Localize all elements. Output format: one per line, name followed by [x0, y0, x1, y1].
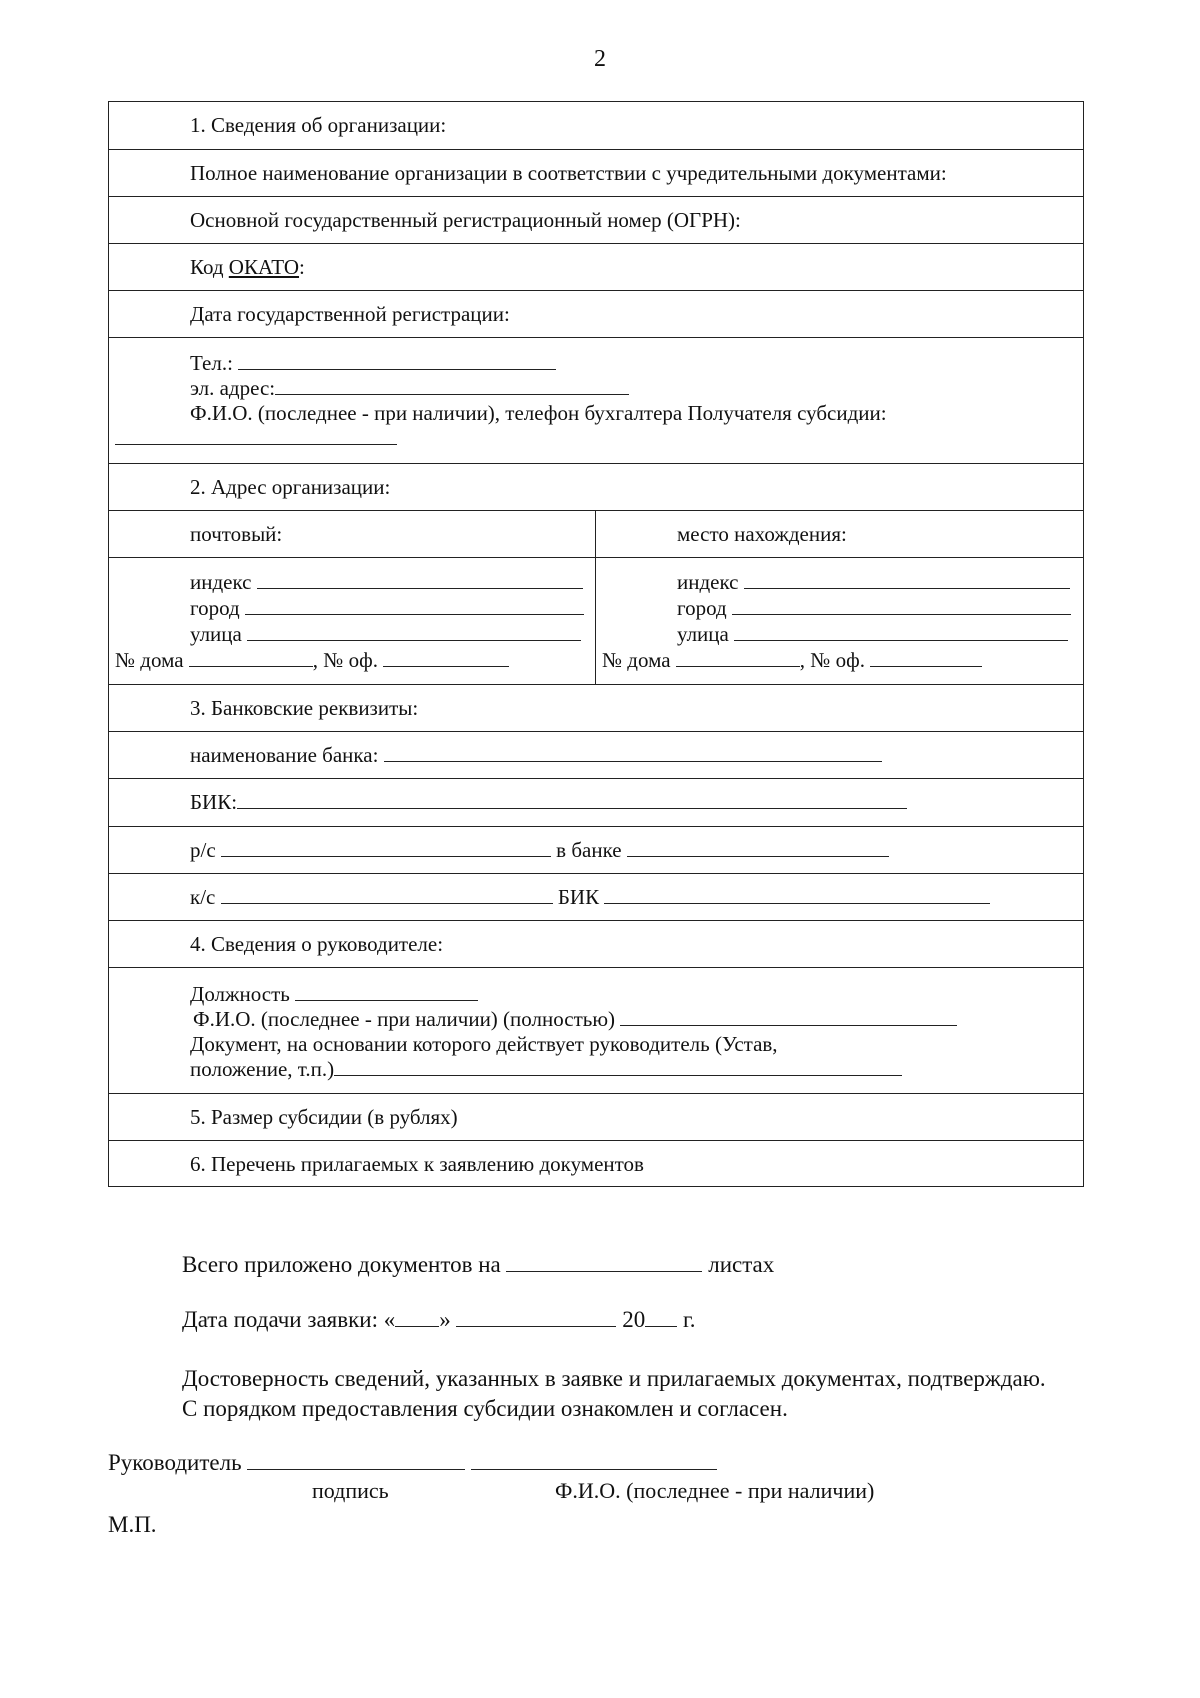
postal-index-line	[190, 570, 583, 595]
confirm-line-2: С порядком предоставления субсидии ознакомлен и согласен.	[182, 1396, 788, 1421]
head-info-row	[109, 967, 1083, 1093]
date-year-field[interactable]	[645, 1308, 677, 1327]
section-4-title-row	[109, 920, 1083, 967]
bik-field[interactable]	[237, 790, 907, 809]
postal-house-line	[115, 648, 509, 673]
section-3-title-row	[109, 684, 1083, 731]
location-city-field[interactable]	[732, 596, 1071, 615]
date-g: г.	[682, 1307, 696, 1332]
head-document-field[interactable]	[334, 1057, 902, 1076]
location-label: место нахождения:	[677, 522, 847, 546]
accountant-label: Ф.И.О. (последнее - при наличии), телефон бухгалтера Получателя субсидии:	[190, 401, 887, 425]
total-docs-prefix: Всего приложено документов на	[182, 1252, 501, 1277]
date-year-prefix: 20	[622, 1307, 646, 1332]
date-month-field[interactable]	[456, 1308, 616, 1327]
location-office-label: , № оф.	[799, 648, 865, 672]
in-bank-label: в банке	[556, 838, 622, 862]
postal-label: почтовый:	[190, 522, 283, 546]
rs-field[interactable]	[221, 838, 551, 857]
phone-line	[190, 351, 556, 376]
location-address-cell	[596, 558, 1083, 684]
rs-line	[190, 838, 889, 863]
position-field[interactable]	[295, 982, 478, 1001]
postal-street-field[interactable]	[247, 622, 581, 641]
email-label: эл. адрес:	[190, 376, 276, 400]
accountant-field[interactable]	[115, 426, 397, 445]
total-docs-line	[182, 1252, 774, 1278]
bank-name-label: наименование банка:	[190, 743, 379, 767]
postal-city-field[interactable]	[245, 596, 584, 615]
section-2-title-row	[109, 463, 1083, 510]
date-day-field[interactable]	[395, 1308, 439, 1327]
date-quote-close: »	[439, 1307, 451, 1332]
bik2-label: БИК	[557, 885, 600, 909]
location-city-label: город	[677, 596, 727, 620]
okato-row	[109, 243, 1083, 290]
address-fields-row	[109, 557, 1083, 684]
location-index-label: индекс	[677, 570, 739, 594]
okato-link[interactable]: ОКАТО	[228, 255, 300, 279]
postal-address-cell	[109, 558, 596, 684]
section-4-title: 4. Сведения о руководителе:	[190, 932, 444, 956]
signature-caption: подпись	[312, 1478, 389, 1503]
position-line	[190, 982, 478, 1007]
location-index-line	[677, 570, 1070, 595]
phone-label: Тел.:	[190, 351, 233, 375]
postal-house-field[interactable]	[189, 648, 313, 667]
total-docs-suffix: листах	[708, 1252, 775, 1277]
section-5-row	[109, 1093, 1083, 1140]
bik-label: БИК:	[190, 790, 238, 814]
postal-index-field[interactable]	[257, 570, 583, 589]
postal-city-line	[190, 596, 584, 621]
total-docs-field[interactable]	[506, 1253, 702, 1272]
location-office-field[interactable]	[870, 648, 982, 667]
location-house-field[interactable]	[676, 648, 800, 667]
phone-field[interactable]	[238, 351, 556, 370]
ogrn-label: Основной государственный регистрационный номер (ОГРН):	[190, 208, 741, 232]
location-street-field[interactable]	[734, 622, 1068, 641]
ks-field[interactable]	[221, 885, 553, 904]
bank-name-field[interactable]	[384, 743, 882, 762]
ks-line	[190, 885, 990, 910]
location-street-label: улица	[677, 622, 729, 646]
okato-prefix: Код	[190, 255, 229, 279]
bank-name-row	[109, 731, 1083, 778]
postal-house-label: № дома	[115, 648, 184, 672]
bank-name-line	[190, 743, 882, 768]
in-bank-field[interactable]	[627, 838, 889, 857]
signature-field[interactable]	[247, 1451, 465, 1470]
location-house-label: № дома	[602, 648, 671, 672]
email-line	[190, 376, 629, 401]
section-1-title: 1. Сведения об организации:	[190, 113, 447, 137]
contact-row	[109, 337, 1083, 463]
section-5-title: 5. Размер субсидии (в рублях)	[190, 1105, 458, 1129]
ks-row	[109, 873, 1083, 920]
location-street-line	[677, 622, 1068, 647]
postal-office-label: , № оф.	[312, 648, 378, 672]
reg-date-row	[109, 290, 1083, 337]
application-form-table	[108, 101, 1084, 1187]
location-index-field[interactable]	[744, 570, 1070, 589]
date-prefix: Дата подачи заявки: «	[182, 1307, 396, 1332]
head-fio-label: Ф.И.О. (последнее - при наличии) (полностью)	[193, 1007, 615, 1031]
location-header-cell	[596, 511, 1083, 557]
postal-office-field[interactable]	[383, 648, 509, 667]
submission-date-line	[182, 1307, 696, 1333]
postal-street-line	[190, 622, 581, 647]
email-field[interactable]	[275, 376, 629, 395]
head-document-label: Документ, на основании которого действует руководитель (Устав,	[190, 1032, 778, 1056]
section-2-title: 2. Адрес организации:	[190, 475, 391, 499]
address-header-row	[109, 510, 1083, 557]
section-1-title-row	[109, 102, 1083, 149]
postal-street-label: улица	[190, 622, 242, 646]
okato-label	[190, 255, 305, 280]
full-name-row	[109, 149, 1083, 196]
fio-caption: Ф.И.О. (последнее - при наличии)	[555, 1478, 875, 1503]
location-house-line	[602, 648, 982, 673]
signature-fio-field[interactable]	[471, 1451, 717, 1470]
position-label: Должность	[190, 982, 290, 1006]
location-city-line	[677, 596, 1071, 621]
ks-label: к/с	[190, 885, 216, 909]
rs-label: р/с	[190, 838, 216, 862]
section-6-row	[109, 1140, 1083, 1186]
ogrn-row	[109, 196, 1083, 243]
bik2-field[interactable]	[604, 885, 990, 904]
postal-city-label: город	[190, 596, 240, 620]
head-signature-line	[108, 1450, 717, 1476]
head-document-label-2: положение, т.п.)	[190, 1057, 335, 1081]
stamp-label: М.П.	[108, 1512, 157, 1537]
bik-line	[190, 790, 907, 815]
postal-header-cell	[109, 511, 596, 557]
head-fio-field[interactable]	[620, 1007, 957, 1026]
okato-suffix: :	[299, 255, 305, 279]
section-3-title: 3. Банковские реквизиты:	[190, 696, 419, 720]
full-name-label: Полное наименование организации в соответствии с учредительными документами:	[190, 161, 947, 185]
head-fio-line	[193, 1007, 957, 1032]
head-document-line-2	[190, 1057, 902, 1082]
head-label: Руководитель	[108, 1450, 242, 1475]
rs-row	[109, 826, 1083, 873]
postal-index-label: индекс	[190, 570, 252, 594]
reg-date-label: Дата государственной регистрации:	[190, 302, 510, 326]
confirm-line-1: Достоверность сведений, указанных в заявке и прилагаемых документах, подтверждаю.	[182, 1366, 1046, 1391]
section-6-title: 6. Перечень прилагаемых к заявлению документов	[190, 1152, 644, 1176]
bik-row	[109, 778, 1083, 826]
page-number: 2	[594, 46, 606, 72]
